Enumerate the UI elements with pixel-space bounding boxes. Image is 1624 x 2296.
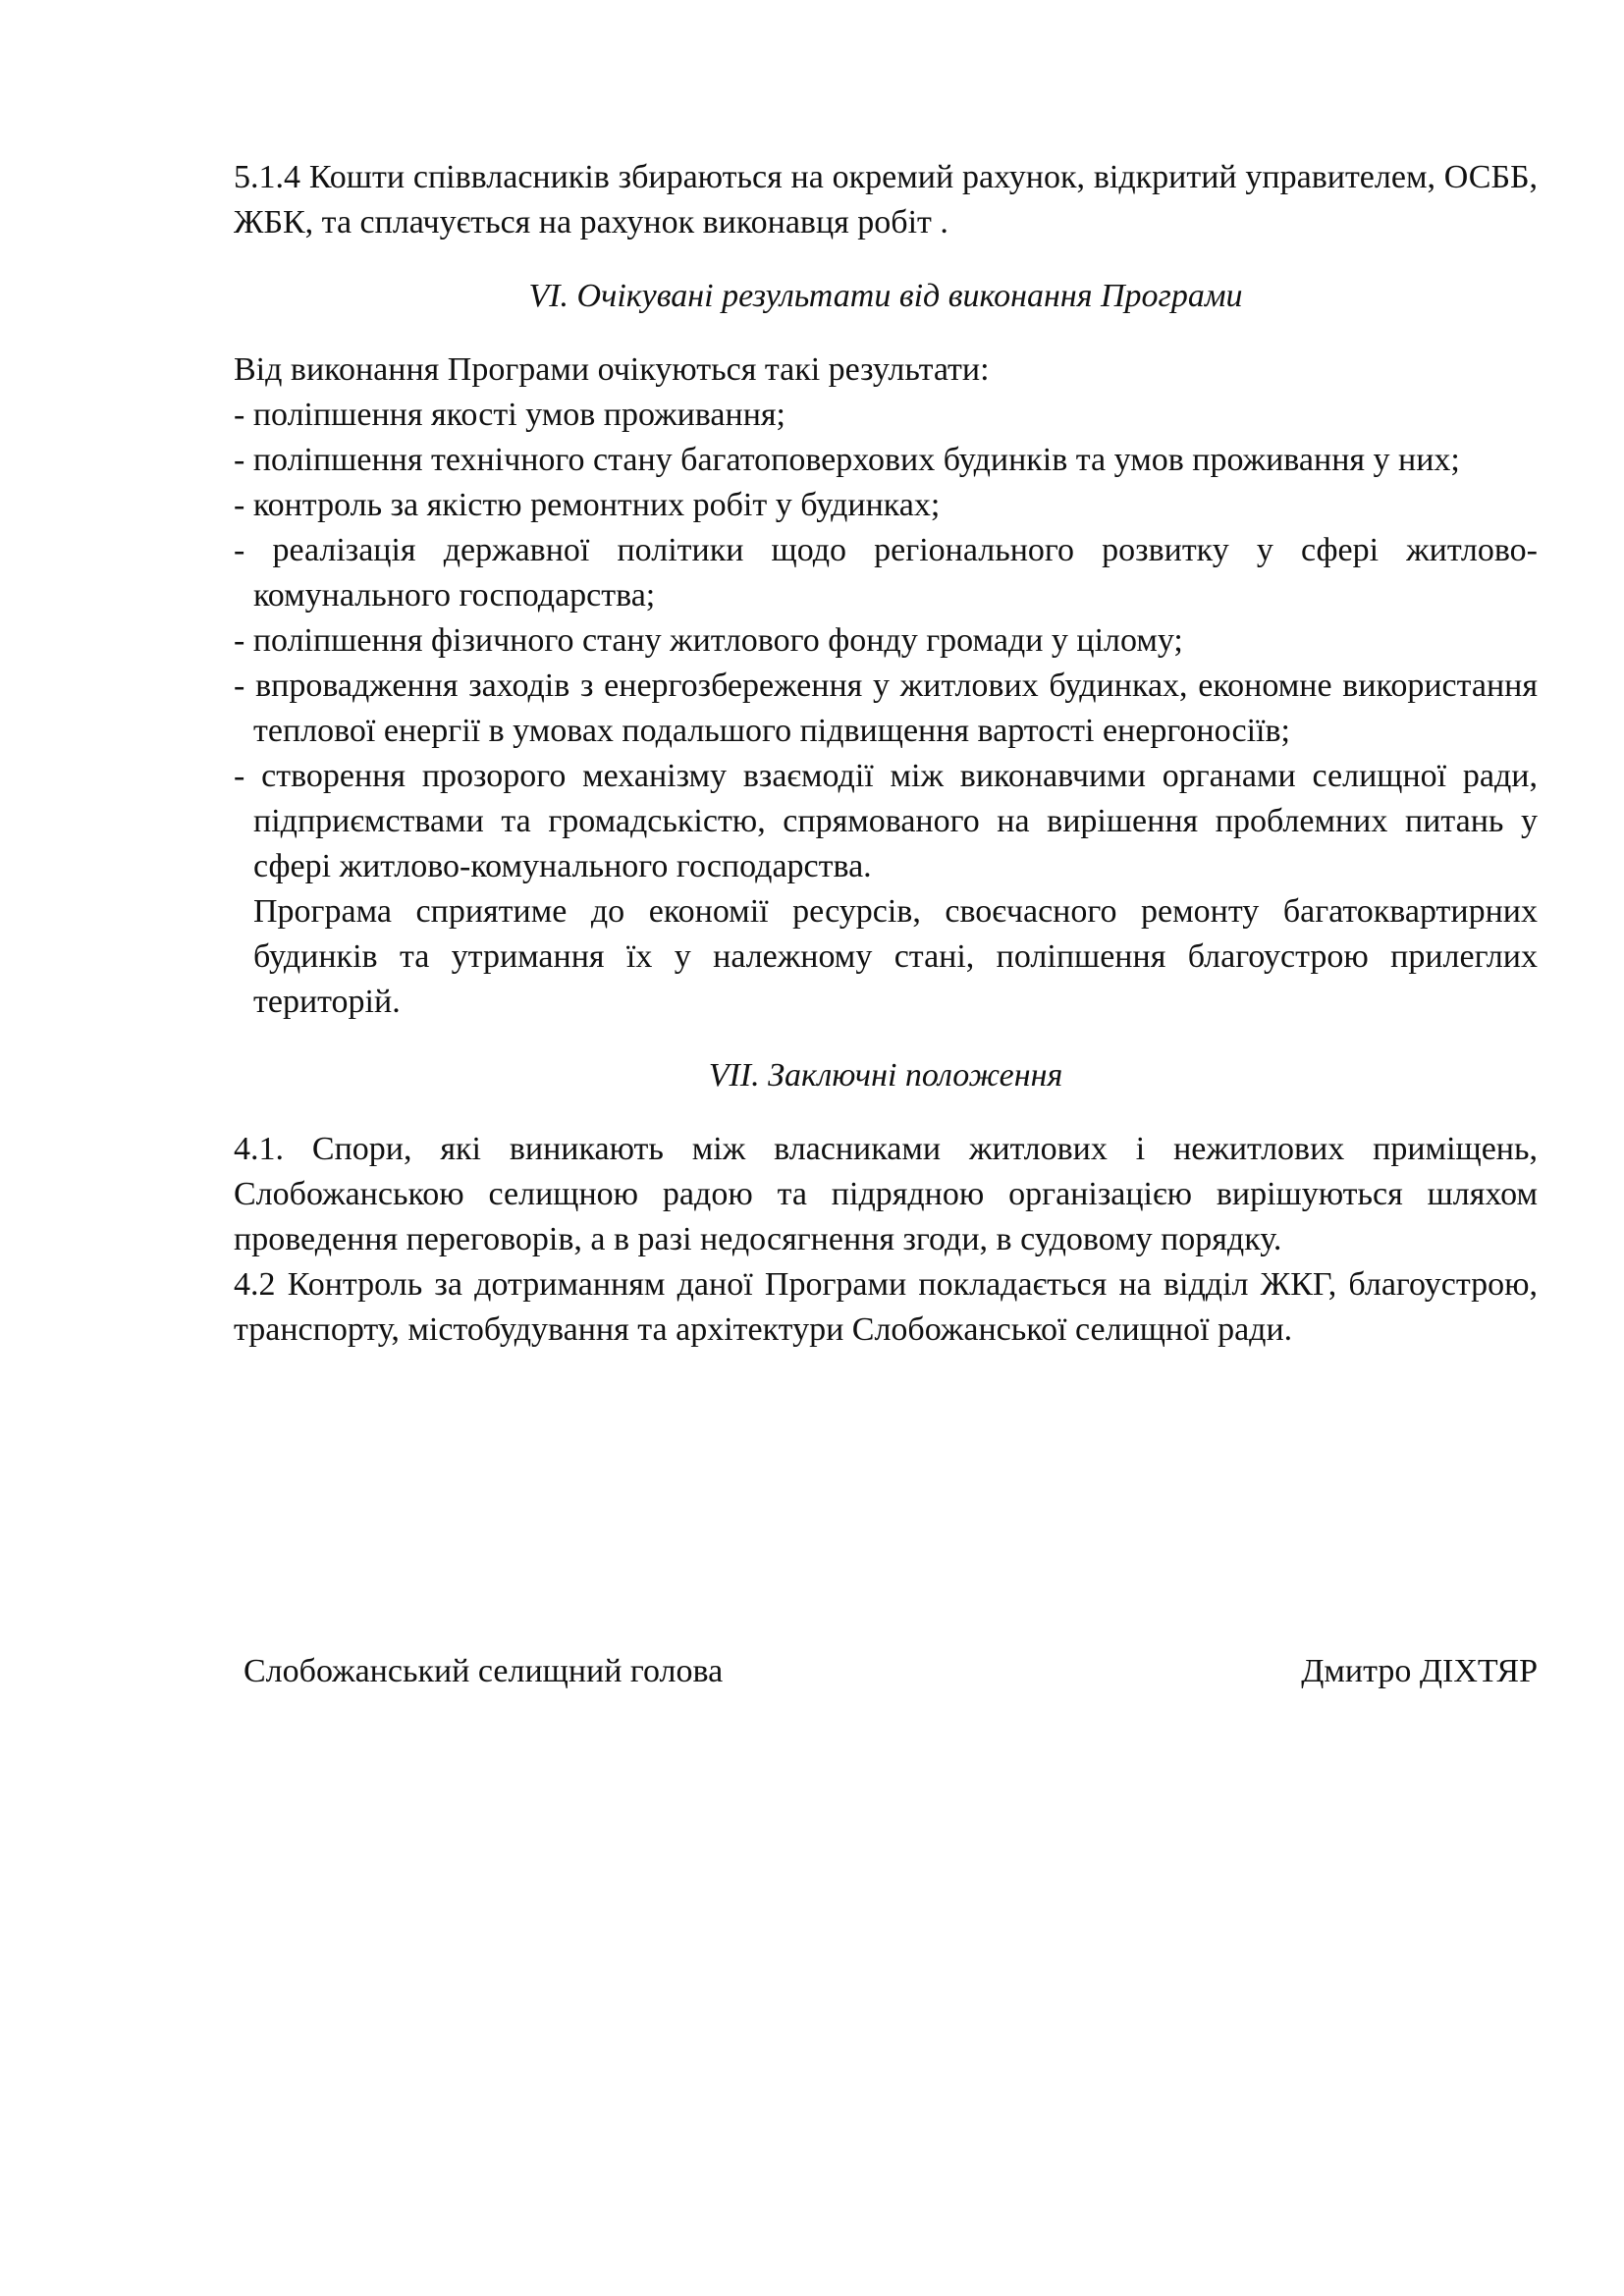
item-4-1: 4.1. Спори, які виникають між власниками житлових і нежитлових приміщень, Слобожанською селищною радою та підрядною організацією вирішуються шляхом проведення переговорів, а в разі недосягнення згоди, в судовому порядку. — [234, 1131, 1538, 1257]
list-item: - впровадження заходів з енергозбереження у житлових будинках, економне використання теплової енергії в умовах подальшого підвищення вартості енергоносіїв; — [234, 667, 1538, 749]
section-6-heading: VI. Очікувані результати від виконання Програми — [528, 278, 1243, 314]
list-item: - контроль за якістю ремонтних робіт у будинках; — [234, 487, 941, 523]
list-item: - поліпшення фізичного стану житлового фонду громади у цілому; — [234, 622, 1183, 659]
expected-results-list — [234, 393, 1538, 889]
signatory-position: Слобожанський селищний голова — [244, 1653, 724, 1689]
signature-block — [234, 1649, 1538, 1694]
signatory-name: Дмитро ДІХТЯР — [1301, 1653, 1538, 1689]
list-item: - створення прозорого механізму взаємодії між виконавчими органами селищної ради, підприємствами та громадськістю, спрямованого на вирішення проблемних питань у сфері житлово-комунального господарства. — [234, 758, 1538, 884]
item-5-1-4: 5.1.4 Кошти співвласників збираються на окремий рахунок, відкритий управителем, ОСББ, ЖБК, та сплачується на рахунок виконавця робіт . — [234, 159, 1538, 240]
document-body — [234, 155, 1538, 1353]
section-6-intro: Від виконання Програми очікуються такі результати: — [234, 351, 990, 388]
list-item: - реалізація державної політики щодо регіонального розвитку у сфері житлово-комунального господарства; — [234, 532, 1538, 614]
item-4-2: 4.2 Контроль за дотриманням даної Програми покладається на відділ ЖКГ, благоустрою, транспорту, містобудування та архітектури Слобожанської селищної ради. — [234, 1266, 1538, 1348]
section-7-heading: VII. Заключні положення — [708, 1057, 1063, 1094]
section-6-closing: Програма сприятиме до економії ресурсів, своєчасного ремонту багатоквартирних будинків та утримання їх у належному стані, поліпшення благоустрою прилеглих територій. — [253, 893, 1538, 1020]
list-item: - поліпшення якості умов проживання; — [234, 397, 785, 433]
list-item: - поліпшення технічного стану багатоповерхових будинків та умов проживання у них; — [234, 442, 1460, 478]
